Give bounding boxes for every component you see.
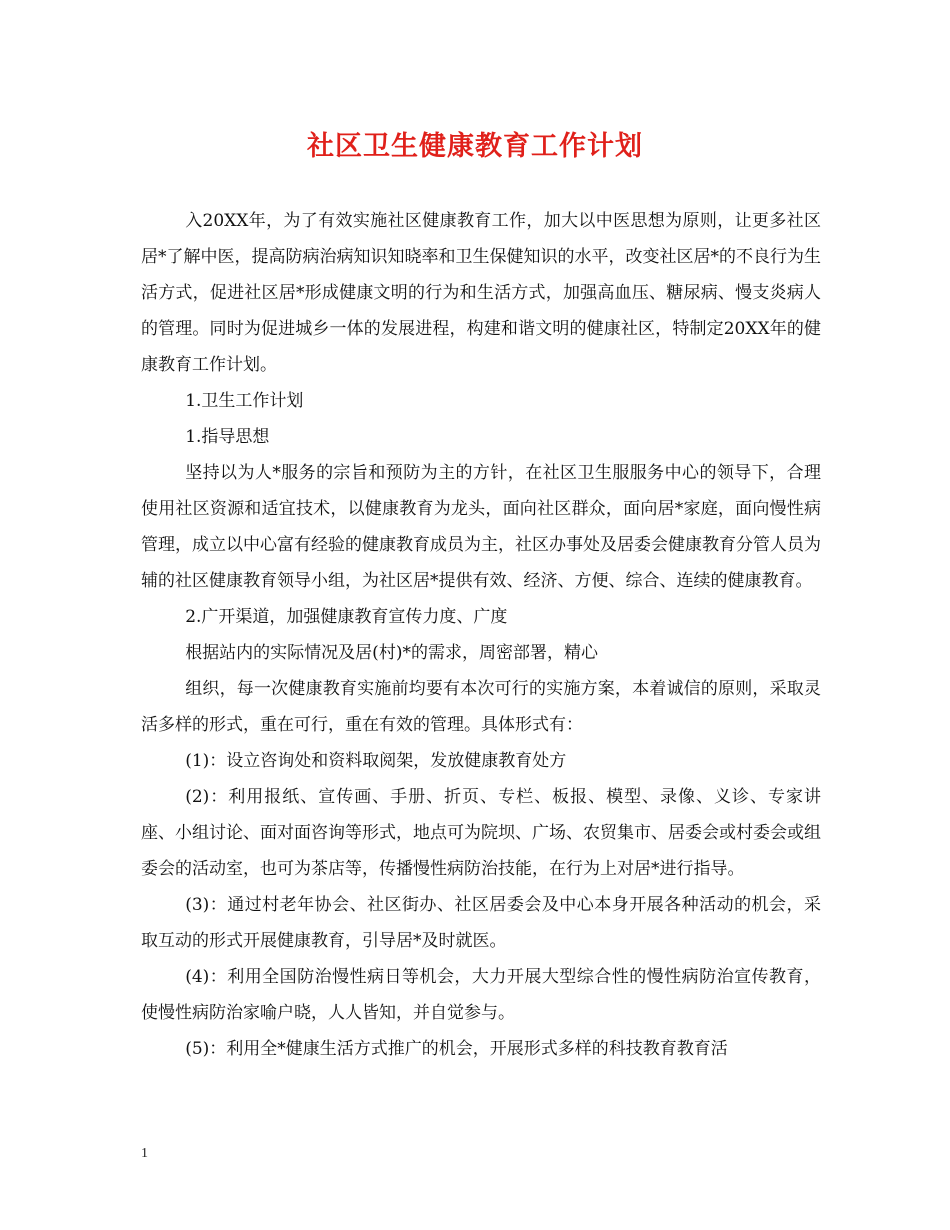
list-item: (1)：设立咨询处和资料取阅架，发放健康教育处方 bbox=[185, 751, 567, 771]
subsection-heading: 1.指导思想 bbox=[185, 427, 270, 447]
list-item: (5)：利用全*健康生活方式推广的机会，开展形式多样的科技教育教育活 bbox=[185, 1039, 728, 1059]
paragraph: 坚持以为人*服务的宗旨和预防为主的方针，在社区卫生服服务中心的领导下，合理使用社区资源和适宜技术，以健康教育为龙头，面向社区群众，面向居*家庭，面向慢性病管理，成立以中心富有经验的健康教育成员为主，社区办事处及居委会健康教育分管人员为辅的社区健康教育领导小组，为社区居*提供有效、经济、方便、综合、连续的健康教育。 bbox=[141, 463, 821, 591]
section-heading: 1.卫生工作计划 bbox=[185, 391, 304, 411]
paragraph: 组织，每一次健康教育实施前均要有本次可行的实施方案，本着诚信的原则，采取灵活多样的形式，重在可行，重在有效的管理。具体形式有： bbox=[141, 679, 821, 735]
list-item: (3)：通过村老年协会、社区街办、社区居委会及中心本身开展各种活动的机会，采取互动的形式开展健康教育，引导居*及时就医。 bbox=[141, 895, 821, 951]
list-item: (2)：利用报纸、宣传画、手册、折页、专栏、板报、模型、录像、义诊、专家讲座、小组讨论、面对面咨询等形式，地点可为院坝、广场、农贸集市、居委会或村委会或组委会的活动室，也可为茶店等，传播慢性病防治技能，在行为上对居*进行指导。 bbox=[141, 787, 821, 879]
page-number: 1 bbox=[141, 1146, 148, 1161]
document-title: 社区卫生健康教育工作计划 bbox=[307, 131, 643, 162]
paragraph-intro: 入20XX年，为了有效实施社区健康教育工作，加大以中医思想为原则，让更多社区居*了解中医，提高防病治病知识知晓率和卫生保健知识的水平，改变社区居*的不良行为生活方式，促进社区居*形成健康文明的行为和生活方式，加强高血压、糖尿病、慢支炎病人的管理。同时为促进城乡一体的发展进程，构建和谐文明的健康社区，特制定20XX年的健康教育工作计划。 bbox=[141, 211, 821, 375]
subsection-heading: 2.广开渠道，加强健康教育宣传力度、广度 bbox=[185, 607, 508, 627]
list-item: (4)：利用全国防治慢性病日等机会，大力开展大型综合性的慢性病防治宣传教育，使慢性病防治家喻户晓，人人皆知，并自觉参与。 bbox=[141, 967, 821, 1023]
paragraph: 根据站内的实际情况及居(村)*的需求，周密部署，精心 bbox=[185, 643, 598, 663]
document-body bbox=[141, 203, 821, 1067]
